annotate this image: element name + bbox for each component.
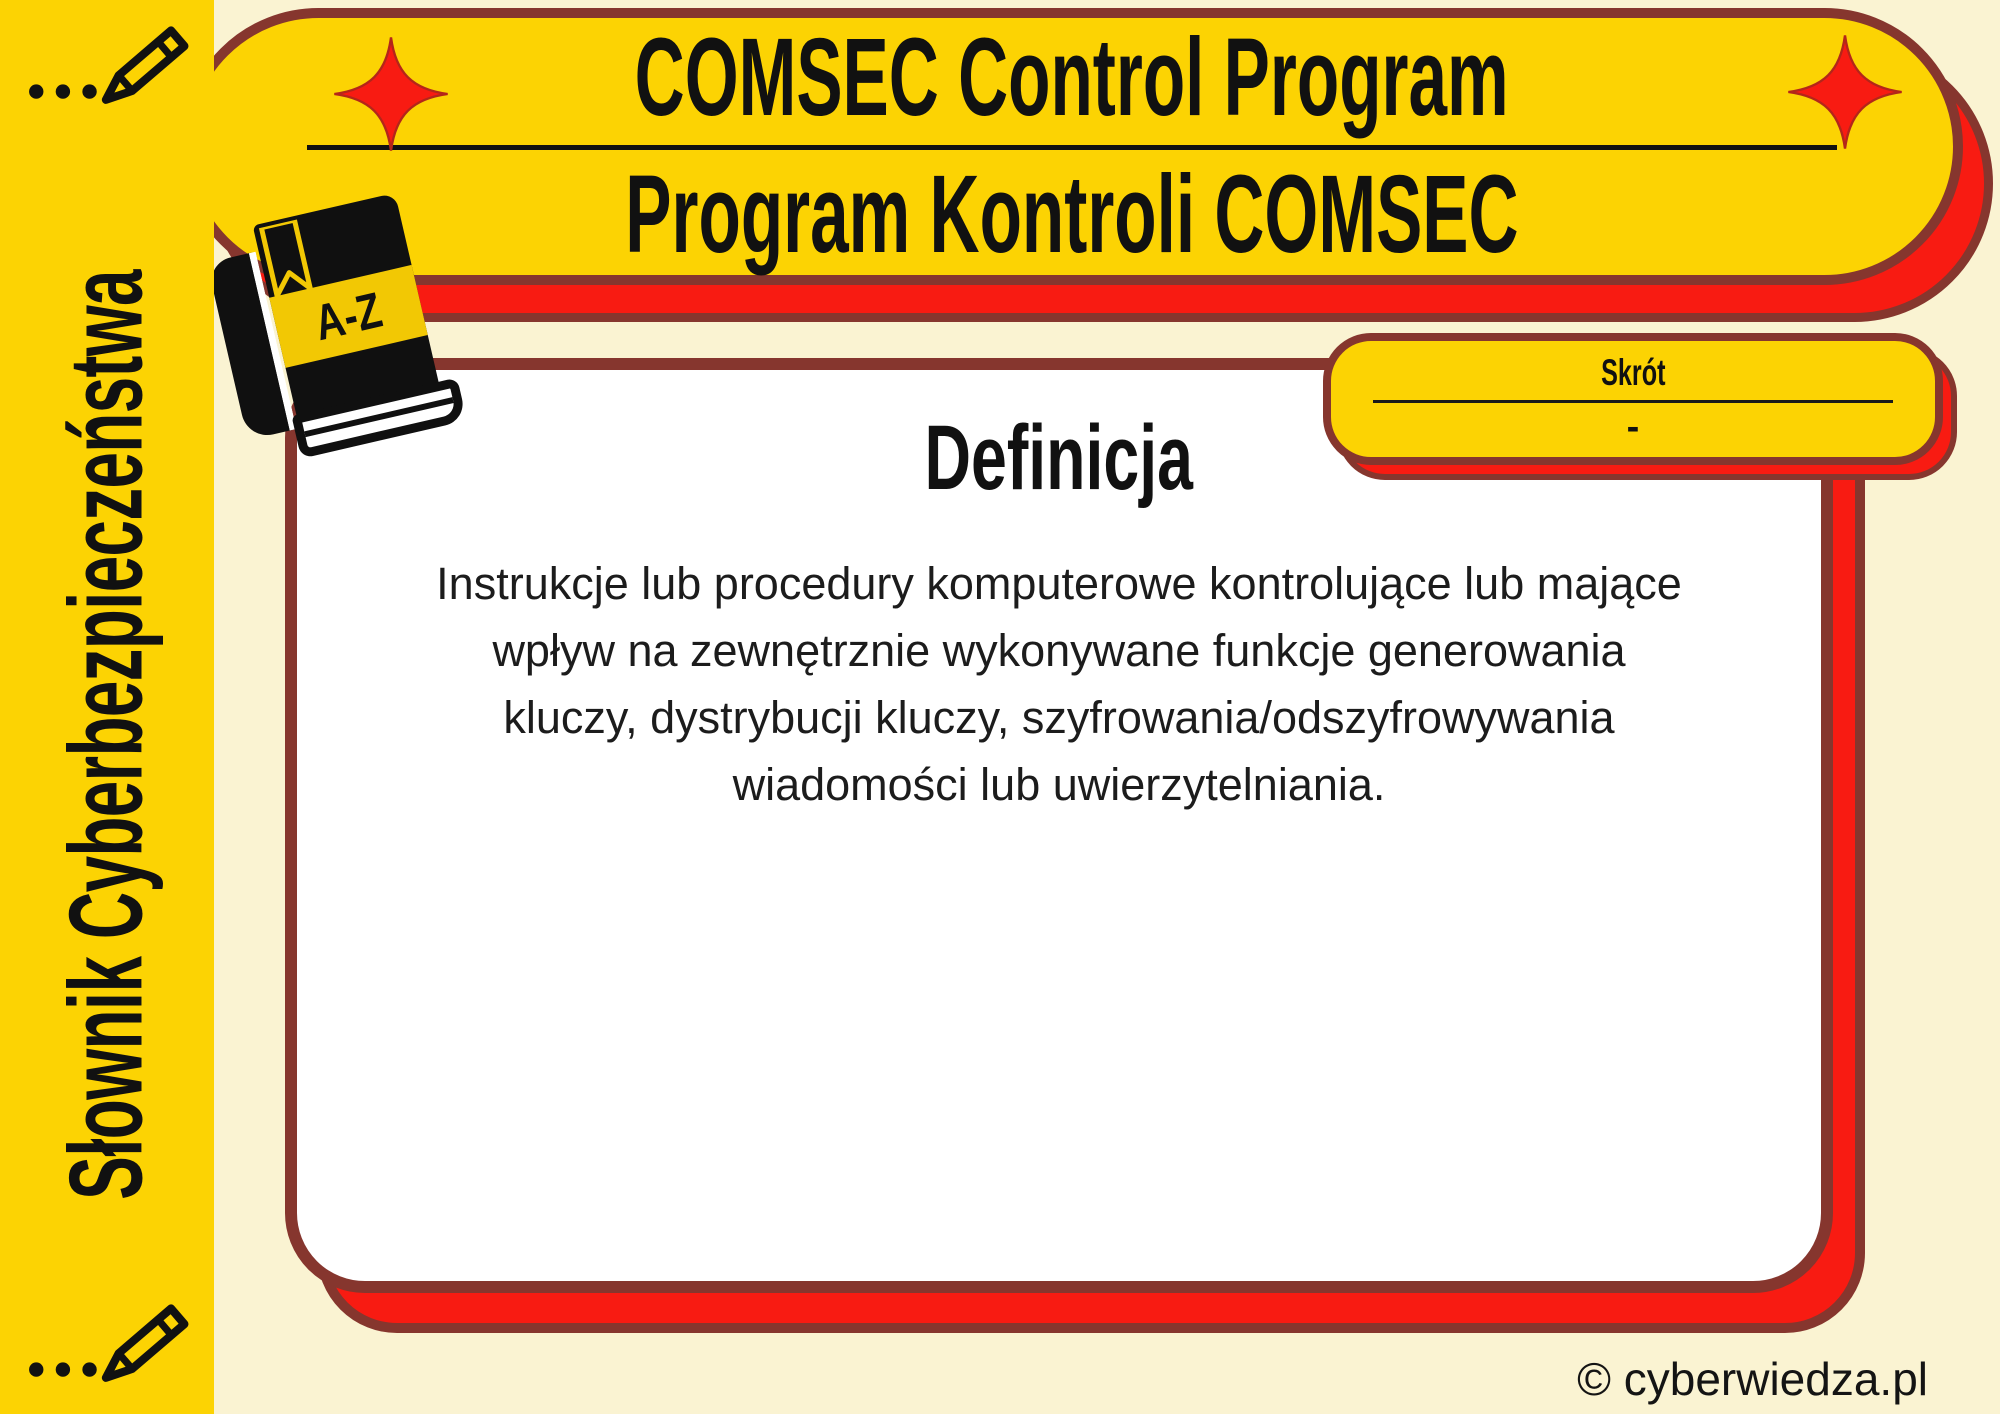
definition-line: wiadomości lub uwierzytelniania. — [732, 759, 1386, 810]
abbreviation-label: Skrót — [1600, 352, 1666, 394]
definition-line: kluczy, dystrybucji kluczy, szyfrowania/odszyfrowywania — [503, 692, 1615, 743]
abbreviation-panel — [1323, 333, 1943, 465]
sparkle-icon-right — [1786, 26, 1904, 158]
header-yellow-panel — [180, 8, 1963, 285]
copyright: © cyberwiedza.pl — [1577, 1353, 1928, 1405]
edit-pencil-icon-bottom — [26, 1302, 190, 1388]
abbreviation-divider — [1373, 400, 1893, 403]
header-divider — [307, 145, 1837, 150]
header-title-en: COMSEC Control Program — [634, 16, 1509, 139]
header-banner — [180, 8, 1963, 285]
definition-line: wpływ na zewnętrznie wykonywane funkcje generowania — [492, 625, 1626, 676]
definition-heading: Definicja — [924, 407, 1194, 509]
sidebar-title: Słownik Cyberbezpieczeństwa — [48, 270, 165, 1201]
definition-line: Instrukcje lub procedury komputerowe kontrolujące lub mające — [436, 558, 1682, 609]
definition-card-panel — [285, 358, 1833, 1293]
abbreviation-box — [1323, 333, 1943, 465]
header-title-pl-row — [363, 153, 1781, 276]
header-title-en-row — [378, 16, 1765, 139]
book-az-label: A-Z — [309, 281, 388, 352]
sidebar — [0, 0, 214, 1414]
abbreviation-value: - — [1626, 405, 1640, 448]
sparkle-icon-left — [332, 28, 450, 160]
definition-text — [297, 550, 1821, 818]
abbreviation-label-row — [1586, 353, 1681, 394]
definition-card — [285, 358, 1833, 1293]
sidebar-title-block — [48, 0, 167, 1414]
header-title-pl: Program Kontroli COMSEC — [624, 153, 1519, 276]
